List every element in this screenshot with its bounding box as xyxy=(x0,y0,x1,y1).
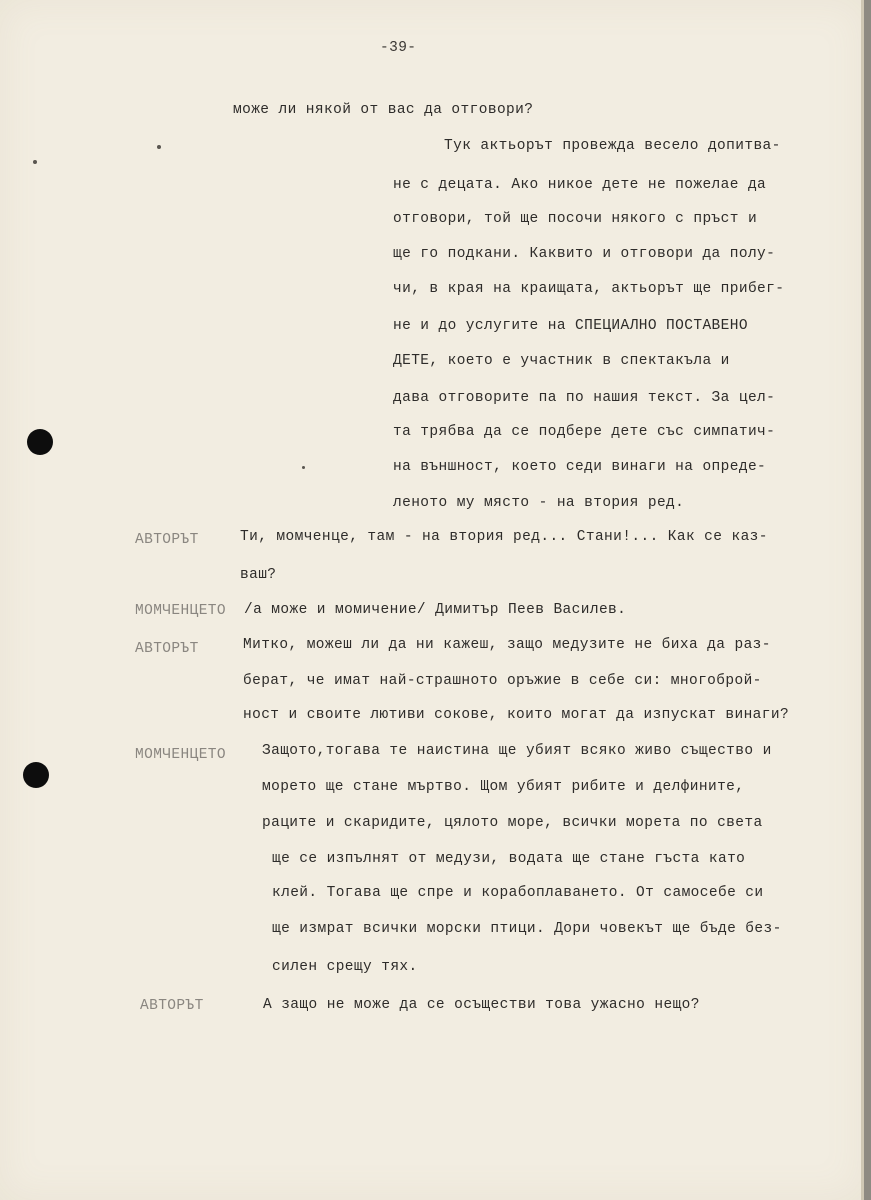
speaker-label: АВТОРЪТ xyxy=(140,998,204,1014)
punch-hole xyxy=(27,429,53,455)
stage-direction-line: чи, в края на краищата, актьорът ще прибег- xyxy=(393,281,785,297)
dialogue-line: ще измрат всички морски птици. Дори човекът ще бъде без- xyxy=(272,921,782,937)
stage-direction-line: отговори, той ще посочи някого с пръст и xyxy=(393,211,758,227)
stage-direction-line: не и до услугите на СПЕЦИАЛНО ПОСТАВЕНО xyxy=(393,318,748,334)
speaker-label: АВТОРЪТ xyxy=(135,641,199,657)
dialogue-line: раците и скаридите, цялото море, всички морета по света xyxy=(262,815,763,831)
stage-direction-line: дава отговорите па по нашия текст. За цел- xyxy=(393,390,776,406)
dialogue-line: Митко, можеш ли да ни кажеш, защо медузите не биха да раз- xyxy=(243,637,771,653)
dialogue-line: ност и своите лютиви сокове, които могат да изпускат винаги? xyxy=(243,707,790,723)
stage-direction-line: леното му място - на втория ред. xyxy=(393,495,685,511)
stage-direction-line: не с децата. Ако никое дете не пожелае да xyxy=(393,177,767,193)
dialogue-line: клей. Тогава ще спре и корабоплаването. От самосебе си xyxy=(272,885,764,901)
ink-speck xyxy=(302,466,305,469)
page-edge xyxy=(864,0,871,1200)
dialogue-line: Защото,тогава те наистина ще убият всяко живо същество и xyxy=(262,743,772,759)
dialogue-line: силен срещу тях. xyxy=(272,959,418,975)
dialogue-line: ще се изпълнят от медузи, водата ще стане гъста като xyxy=(272,851,746,867)
stage-direction-line: ДЕТЕ, което е участник в спектакъла и xyxy=(393,353,730,369)
dialogue-line: морето ще стане мъртво. Щом убият рибите и делфините, xyxy=(262,779,745,795)
text-line: можe ли някой от вас да отговори? xyxy=(233,102,534,118)
dialogue-line: Ти, момченце, там - на втория ред... Стани!... Как се каз- xyxy=(240,529,768,545)
stage-direction-line: та трябва да се подбере дете със симпатич- xyxy=(393,424,776,440)
speaker-label: МОМЧЕНЦЕТО xyxy=(135,747,227,763)
page-number: -39- xyxy=(380,40,417,56)
stage-direction-line: ще го подкани. Каквито и отговори да полу- xyxy=(393,246,776,262)
dialogue-line: берат, че имат най-страшното оръжие в себе си: многоброй- xyxy=(243,673,762,689)
dialogue-line: /а може и момичение/ Димитър Пеев Василев. xyxy=(244,602,627,618)
speaker-label: МОМЧЕНЦЕТО xyxy=(135,603,227,619)
speaker-label: АВТОРЪТ xyxy=(135,532,199,548)
stage-direction-line: на външност, което седи винаги на опреде- xyxy=(393,459,767,475)
dialogue-line: ваш? xyxy=(240,567,277,583)
ink-speck xyxy=(157,145,161,149)
ink-speck xyxy=(33,160,37,164)
punch-hole xyxy=(23,762,49,788)
dialogue-line: А защо не може да се осъществи това ужасно нещо? xyxy=(263,997,700,1013)
stage-direction-line: Тук актьорът провежда весело допитва- xyxy=(444,138,781,154)
